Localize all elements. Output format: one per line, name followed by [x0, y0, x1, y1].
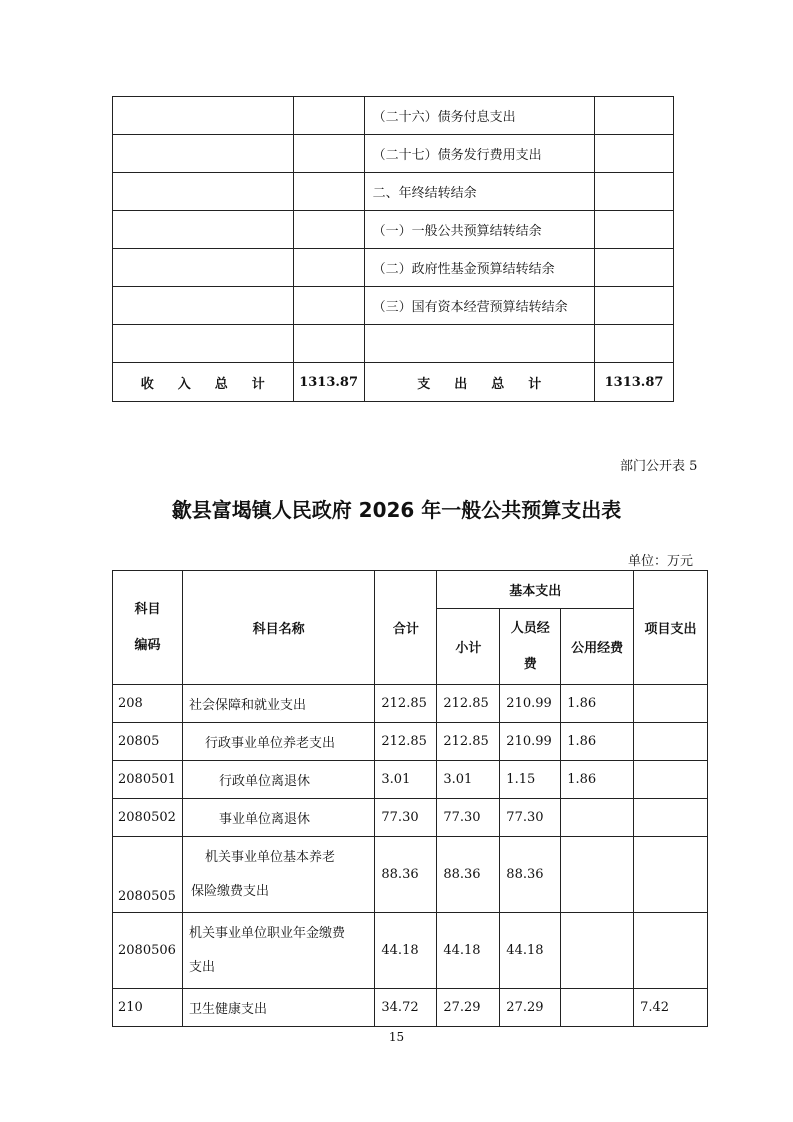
row-code: 20805	[113, 723, 183, 761]
row-subtotal: 88.36	[437, 837, 500, 913]
row-public	[561, 989, 634, 1027]
row-name-line2: 支出	[188, 959, 215, 975]
row-personnel: 210.99	[500, 723, 561, 761]
page-title: 歙县富堨镇人民政府 2026 年一般公共预算支出表	[171, 498, 622, 522]
row-total: 212.85	[375, 723, 437, 761]
row-code: 2080505	[113, 837, 183, 913]
row-total: 3.01	[375, 761, 437, 799]
expense-item-label: （二十七）债务发行费用支出	[364, 135, 594, 173]
row-name-line2: 保险缴费支出	[190, 883, 269, 899]
appendix-reference: 部门公开表 5	[620, 459, 698, 474]
row-subtotal: 3.01	[437, 761, 500, 799]
header-code-line2: 编码	[134, 637, 161, 653]
header-code-line1: 科目	[134, 601, 161, 617]
row-name: 社会保障和就业支出	[182, 685, 374, 723]
row-personnel: 44.18	[500, 913, 561, 989]
row-subtotal: 212.85	[437, 723, 500, 761]
row-code: 2080502	[113, 799, 183, 837]
row-name: 行政事业单位养老支出	[182, 723, 374, 761]
row-subtotal: 44.18	[437, 913, 500, 989]
table-row	[113, 723, 708, 761]
expense-total-value: 1313.87	[595, 363, 674, 402]
row-name-line1: 机关事业单位职业年金缴费	[188, 925, 345, 941]
expense-item-label: （二）政府性基金预算结转结余	[364, 249, 594, 287]
row-personnel: 1.15	[500, 761, 561, 799]
row-subtotal: 212.85	[437, 685, 500, 723]
expense-item-label: （二十六）债务付息支出	[364, 97, 594, 135]
row-personnel: 210.99	[500, 685, 561, 723]
row-code: 2080501	[113, 761, 183, 799]
header-row	[113, 571, 708, 609]
row-total: 44.18	[375, 913, 437, 989]
table-row	[113, 837, 708, 913]
page-number: 15	[388, 1030, 405, 1044]
expense-item-label: 二、年终结转结余	[364, 173, 594, 211]
row-project	[634, 799, 708, 837]
income-total-label: 收入总计	[113, 363, 294, 402]
expense-item-label: （一）一般公共预算结转结余	[364, 211, 594, 249]
table-row	[113, 211, 674, 249]
budget-expenditure-table	[112, 570, 708, 1027]
row-name-line1: 机关事业单位基本养老	[204, 849, 335, 865]
table-row	[113, 325, 674, 363]
row-name: 行政单位离退休	[182, 761, 374, 799]
row-code: 2080506	[113, 913, 183, 989]
row-project	[634, 761, 708, 799]
table-row	[113, 173, 674, 211]
table-row	[113, 287, 674, 325]
row-name: 卫生健康支出	[182, 989, 374, 1027]
table-row	[113, 97, 674, 135]
row-code: 210	[113, 989, 183, 1027]
expense-total-label: 支出总计	[364, 363, 594, 402]
row-public	[561, 799, 634, 837]
table-row	[113, 135, 674, 173]
row-project	[634, 685, 708, 723]
table-row	[113, 761, 708, 799]
row-public: 1.86	[561, 723, 634, 761]
row-name	[182, 913, 374, 989]
row-name	[182, 837, 374, 913]
row-name: 事业单位离退休	[182, 799, 374, 837]
row-public	[561, 837, 634, 913]
income-expense-summary-table	[112, 96, 674, 402]
row-total: 77.30	[375, 799, 437, 837]
table-row	[113, 913, 708, 989]
header-public: 公用经费	[561, 609, 634, 685]
header-total: 合计	[375, 571, 437, 685]
row-total: 88.36	[375, 837, 437, 913]
expense-item-label	[364, 325, 594, 363]
table-row	[113, 799, 708, 837]
header-personnel-line2: 费	[523, 656, 537, 672]
row-public	[561, 913, 634, 989]
row-personnel: 88.36	[500, 837, 561, 913]
row-total: 212.85	[375, 685, 437, 723]
header-basic: 基本支出	[437, 571, 634, 609]
header-project: 项目支出	[634, 571, 708, 685]
header-personnel-line1: 人员经	[510, 620, 550, 636]
income-total-value: 1313.87	[293, 363, 364, 402]
unit-label: 单位：万元	[628, 554, 694, 569]
header-personnel	[500, 609, 561, 685]
row-personnel: 27.29	[500, 989, 561, 1027]
table-row	[113, 249, 674, 287]
row-public: 1.86	[561, 685, 634, 723]
totals-row	[113, 363, 674, 402]
row-project	[634, 837, 708, 913]
row-project	[634, 723, 708, 761]
row-total: 34.72	[375, 989, 437, 1027]
header-subtotal: 小计	[437, 609, 500, 685]
row-project: 7.42	[634, 989, 708, 1027]
row-personnel: 77.30	[500, 799, 561, 837]
expense-item-label: （三）国有资本经营预算结转结余	[364, 287, 594, 325]
table-row	[113, 685, 708, 723]
row-subtotal: 27.29	[437, 989, 500, 1027]
header-name: 科目名称	[182, 571, 374, 685]
row-code: 208	[113, 685, 183, 723]
header-code	[113, 571, 183, 685]
row-project	[634, 913, 708, 989]
row-subtotal: 77.30	[437, 799, 500, 837]
table-row	[113, 989, 708, 1027]
row-public: 1.86	[561, 761, 634, 799]
